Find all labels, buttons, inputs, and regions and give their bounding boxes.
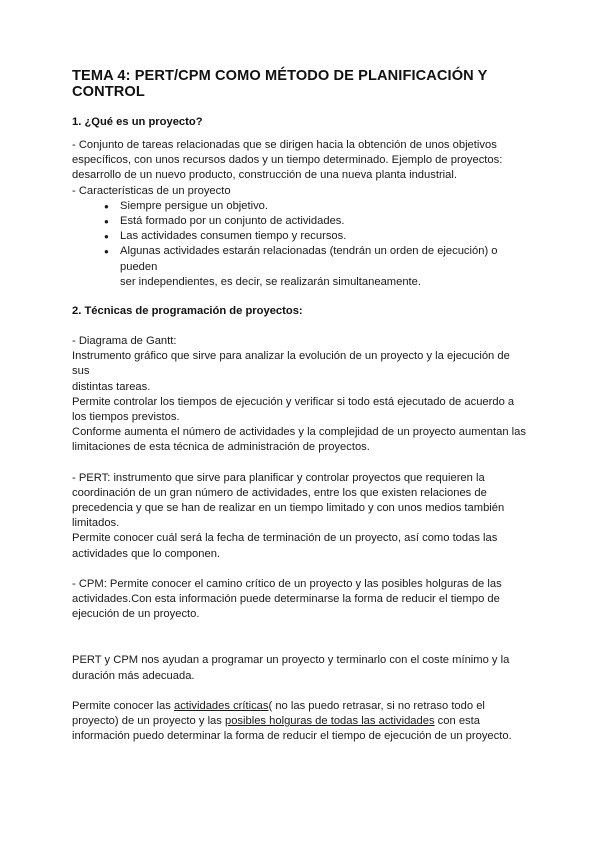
final-line [72, 699, 530, 714]
final-text: proyecto) de un proyecto y las [72, 715, 225, 728]
document-title: TEMA 4: PERT/CPM COMO MÉTODO DE PLANIFICACIÓN Y CONTROL [72, 68, 488, 100]
cpm-line: actividades.Con esta información puede determinarse la forma de reducir el tiempo de [72, 593, 500, 606]
final-line: información puedo determinar la forma de reducir el tiempo de ejecución de un proyecto. [72, 730, 512, 743]
gantt-line: Conforme aumenta el número de actividades y la complejidad de un proyecto aumentan las [72, 426, 526, 439]
section2-heading: 2. Técnicas de programación de proyectos: [72, 305, 303, 318]
final-text: con esta [434, 715, 480, 728]
list-item: ● Algunas actividades estarán relacionadas (tendrán un orden de ejecución) o pueden [106, 244, 530, 274]
section1-heading: 1. ¿Qué es un proyecto? [72, 116, 203, 128]
critical-activities-underlined: actividades críticas [173, 699, 269, 712]
pert-line: actividades que lo componen. [72, 547, 221, 560]
definition-line: desarrollo de un nuevo producto, construcción de una nueva planta industrial. [72, 169, 457, 182]
list-item: ● Las actividades consumen tiempo y recursos. [106, 229, 530, 244]
list-item-continuation: ser independientes, es decir, se realizarán simultaneamente. [120, 275, 421, 288]
summary-line: duración más adecuada. [72, 669, 195, 682]
definition-line: específicos, con unos recursos dados y un tiempo determinado. Ejemplo de proyectos: [72, 154, 503, 167]
cpm-line: ejecución de un proyecto. [72, 608, 200, 621]
characteristics-label: - Características de un proyecto [72, 184, 231, 197]
final-line [72, 714, 530, 729]
characteristics-list [72, 199, 530, 275]
gantt-line: Permite controlar los tiempos de ejecución y verificar si todo está ejecutado de acuerdo a [72, 395, 515, 408]
final-text: Permite conocer las [72, 699, 174, 712]
gantt-line: distintas tareas. [72, 380, 151, 393]
summary-line: PERT y CPM nos ayudan a programar un proyecto y terminarlo con el coste mínimo y la [72, 654, 510, 667]
gantt-title: - Diagrama de Gantt: [72, 335, 177, 348]
pert-line: precedencia y que se han de realizar en un tiempo limitado y con unos medios también [72, 502, 505, 515]
cpm-line: - CPM: Permite conocer el camino crítico de un proyecto y las posibles holguras de las [72, 577, 502, 590]
definition-line: - Conjunto de tareas relacionadas que se dirigen hacia la obtención de unos objetivos [72, 139, 497, 151]
gantt-line: limitaciones de esta técnica de administración de proyectos. [72, 441, 370, 454]
slack-underlined: posibles holguras de todas las actividades [224, 715, 435, 728]
gantt-line: Instrumento gráfico que sirve para analizar la evolución de un proyecto y la ejecución de sus [72, 350, 510, 378]
list-item: ● Siempre persigue un objetivo. [106, 199, 530, 214]
pert-line: coordinación de un gran número de actividades, entre los que existen relaciones de [72, 486, 487, 499]
list-item: ● Está formado por un conjunto de actividades. [106, 214, 530, 229]
gantt-line: los tiempos previstos. [72, 411, 180, 424]
pert-line: Permite conocer cuál será la fecha de terminación de un proyecto, así como todas las [72, 532, 498, 545]
pert-line: - PERT: instrumento que sirve para planificar y controlar proyectos que requieren la [72, 471, 485, 484]
final-text: ( no las puedo retrasar, si no retraso todo el [268, 699, 485, 712]
pert-line: limitados. [72, 517, 120, 530]
